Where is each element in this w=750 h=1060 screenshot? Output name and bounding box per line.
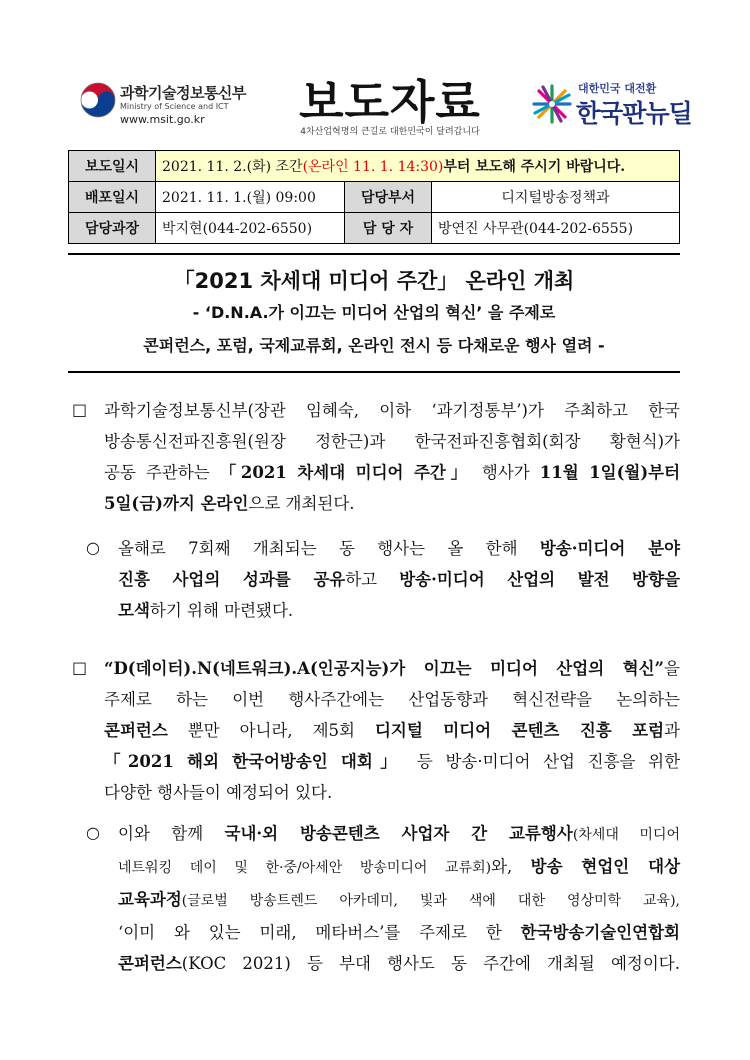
press-release-title: 보도자료 [299,75,481,129]
p4-emphasis: 국내·외 방송콘텐츠 사업자 간 교류행사 [224,824,573,843]
p3-text: 뿐만 아니라, 제5회 [187,721,355,740]
ministry-url: www.msit.go.kr [120,113,205,126]
p2-emphasis: 모색 [118,601,150,620]
release-online-time: (온라인 11. 1. 14:30) [302,159,444,175]
p2-line-2 [118,564,680,595]
p4-emphasis: 방송 현업인 대상 [530,857,681,876]
department-label: 담당부서 [345,182,432,213]
p3-text: 과 [664,721,680,740]
p3-line-2: 주제로 하는 이번 행사주간에는 산업동향과 혁신전략을 논의하는 [104,690,680,709]
release-row [69,151,680,182]
square-bullet: □ [72,400,88,419]
p4-text: ‘이미 와 있는 미래, 메타버스’를 주제로 한 [118,923,502,942]
p2-line-3 [118,595,680,626]
p4-line-1 [118,818,680,851]
p2-emphasis: 방송·미디어 분야 [539,539,681,558]
manager-label: 담당과장 [69,213,156,244]
p1-line-2: 방송통신전파진흥원(원장 정한근)과 한국전파진흥협회(회장 황현식)가 [104,432,680,451]
square-bullet: □ [72,658,88,677]
distribution-value: 2021. 11. 1.(월) 09:00 [156,182,345,213]
headline-subtitle-1: - ‘D.N.A.가 이끄는 미디어 산업의 혁신’ 을 주제로 [192,303,556,322]
p1-event-name: 「2021 차세대 미디어 주간」 [219,463,472,482]
p2-text: 하고 [345,570,378,589]
ministry-logo [80,78,280,134]
distribution-label: 배포일시 [69,182,156,213]
p3-emphasis: 「2021 해외 한국어방송인 대회」 [104,752,405,771]
release-note: 부터 보도해 주시기 바랍니다. [443,159,626,175]
p4-text: (KOC 2021) 등 부대 행사도 동 주간에 개최될 예정이다. [181,954,680,973]
release-date: 2021. 11. 2.(화) 조간 [162,159,303,175]
p4-line-2 [118,851,680,884]
p4-text: 이와 함께 [118,824,204,843]
p2-text: 올해로 7회째 개최되는 동 행사는 올 한해 [118,539,518,558]
p2-text: 하기 위해 마련됐다. [149,601,294,620]
manager-value: 박지현(044-202-6550) [156,213,345,244]
contact-label: 담 당 자 [345,213,432,244]
p4-text: 와, [491,857,513,876]
p1-date-end: 5일(금)까지 온라인 [104,494,249,513]
p3-line-4 [104,746,680,777]
circle-bullet: ○ [86,823,100,842]
release-cell [156,151,680,182]
p3-text: 등 방송·미디어 산업 진흥을 위한 [416,752,681,771]
p4-emphasis: 한국방송기술인연합회 [520,923,680,942]
p2-emphasis: 진흥 사업의 성과를 공유 [118,570,346,589]
p3-emphasis: 콘퍼런스 [104,721,168,740]
headline-box [68,253,680,373]
ministry-name: 과학기술정보통신부 [120,84,246,102]
release-label: 보도일시 [69,151,156,182]
paragraph-2 [118,533,680,626]
p4-text: (글로벌 방송트렌드 아카데미, 빛과 색에 대한 영상미학 교육), [181,893,680,909]
press-slogan: 4차산업혁명의 큰길로 대한민국이 달려갑니다 [300,127,480,137]
p4-line-3 [118,884,680,917]
p3-theme: “D(데이터).N(네트워크).A(인공지능)가 이끄는 미디어 산업의 혁신” [104,659,665,678]
release-info-table [68,150,680,244]
p4-emphasis: 콘퍼런스 [118,954,182,973]
ministry-english-name: Ministry of Science and ICT [120,102,229,111]
headline-title: 「2021 차세대 미디어 주간」 온라인 개최 [173,269,575,293]
p4-line-4 [118,917,680,948]
p1-line-4 [104,488,680,519]
p4-text: (차세대 미디어 [572,827,681,843]
new-deal-title: 한국판뉴딜 [576,99,692,128]
headline-subtitle-2: 콘퍼런스, 포럼, 국제교류회, 온라인 전시 등 다채로운 행사 열려 - [143,336,605,355]
korean-new-deal-logo [530,78,710,134]
contact-value: 방연진 사무관(044-202-6555) [432,213,680,244]
paragraph-1 [104,395,680,519]
new-deal-star-icon [530,82,574,126]
p1-text: 공동 주관하는 [104,463,210,482]
circle-bullet: ○ [86,538,100,557]
p1-date-start: 11월 1일(월)부터 [539,463,681,482]
p3-line-1 [104,653,680,684]
p3-line-3 [104,715,680,746]
p1-line-3 [104,457,680,488]
p3-emphasis: 디지털 미디어 콘텐츠 진흥 포럼 [374,721,665,740]
manager-row [69,213,680,244]
p4-line-5 [118,948,680,979]
department-value: 디지털방송정책과 [432,182,680,213]
p2-line-1 [118,533,680,564]
paragraph-3 [104,653,680,808]
distribution-row [69,182,680,213]
press-header [0,0,750,150]
p1-text: 으로 개최된다. [248,494,355,513]
p3-text: 을 [664,659,680,678]
taegeuk-emblem-icon [80,82,116,118]
p4-text: 네트워킹 데이 및 한·중/아세안 방송미디어 교류회) [118,860,492,876]
p4-emphasis: 교육과정 [118,890,182,909]
paragraph-4 [118,818,680,979]
new-deal-tagline: 대한민국 대전환 [578,82,657,95]
p1-text: 행사가 [481,463,530,482]
p3-line-5: 다양한 행사들이 예정되어 있다. [104,783,333,802]
p1-line-1: 과학기술정보통신부(장관 임혜숙, 이하 ‘과기정통부’)가 주최하고 한국 [104,401,680,420]
p2-emphasis: 방송·미디어 산업의 발전 방향을 [399,570,680,589]
